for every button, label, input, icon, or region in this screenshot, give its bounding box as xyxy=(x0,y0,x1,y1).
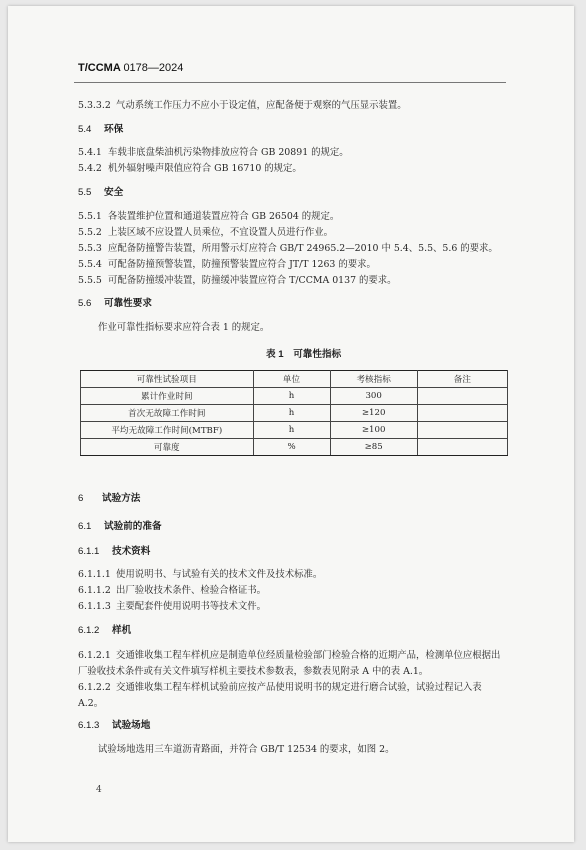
clause-5-5-5: 5.5.5 可配备防撞缓冲装置，防撞缓冲装置应符合 T/CCMA 0137 的要求。 xyxy=(78,275,397,286)
header-rule xyxy=(74,82,506,83)
table-cell: 可靠度 xyxy=(81,439,254,456)
table-1-caption: 表 1 可靠性指标 xyxy=(266,349,342,360)
clause-5-4-1: 5.4.1 车载非底盘柴油机污染物排放应符合 GB 20891 的规定。 xyxy=(78,147,349,158)
clause-6-1-1-3: 6.1.1.3 主要配套件使用说明书等技术文件。 xyxy=(78,601,267,612)
table-cell xyxy=(417,439,507,456)
heading-6-1-2: 6.1.2 样机 xyxy=(78,625,132,636)
table-row xyxy=(81,405,508,422)
heading-5-5: 5.5 安全 xyxy=(78,187,124,198)
table-cell xyxy=(417,405,507,422)
clause-5-5-1: 5.5.1 各装置维护位置和通道装置应符合 GB 26504 的规定。 xyxy=(78,211,340,222)
clause-5-5-2: 5.5.2 上装区域不应设置人员乘位，不宜设置人员进行作业。 xyxy=(78,227,334,238)
heading-6-1-3: 6.1.3 试验场地 xyxy=(78,720,151,731)
heading-6-1: 6.1 试验前的准备 xyxy=(78,521,162,532)
heading-6: 6 试验方法 xyxy=(78,493,141,504)
clause-6-1-1-1: 6.1.1.1 使用说明书、与试验有关的技术文件及技术标准。 xyxy=(78,569,323,580)
heading-5-6: 5.6 可靠性要求 xyxy=(78,298,152,309)
table-cell: % xyxy=(253,439,330,456)
clause-5-3-3-2: 5.3.3.2 气动系统工作压力不应小于设定值，应配备便于观察的气压显示装置。 xyxy=(78,100,407,111)
heading-5-4: 5.4 环保 xyxy=(78,124,124,135)
document-code xyxy=(78,62,183,74)
table-cell: ≥120 xyxy=(330,405,417,422)
table-cell: 累计作业时间 xyxy=(81,388,254,405)
table-header-cell: 考核指标 xyxy=(330,371,417,388)
table-cell: ≥100 xyxy=(330,422,417,439)
table-row xyxy=(81,422,508,439)
table-cell: 平均无故障工作时间(MTBF) xyxy=(81,422,254,439)
paragraph-5-6: 作业可靠性指标要求应符合表 1 的规定。 xyxy=(98,322,270,333)
clause-5-4-2: 5.4.2 机外辐射噪声限值应符合 GB 16710 的规定。 xyxy=(78,163,302,174)
clause-5-5-3: 5.5.3 应配备防撞警告装置，所用警示灯应符合 GB/T 24965.2—2010 中 5.4、5.5、5.6 的要求。 xyxy=(78,243,498,254)
table-header-cell: 备注 xyxy=(417,371,507,388)
table-row xyxy=(81,439,508,456)
table-row xyxy=(81,388,508,405)
table-header-cell: 单位 xyxy=(253,371,330,388)
clause-6-1-2-1: 6.1.2.1 交通锥收集工程车样机应是制造单位经质量检验部门检验合格的近期产品，检测单位应根据出厂验收技术条件或有关文件填写样机主要技术参数表，参数表见附录 A 中的表 A.1。 xyxy=(78,650,501,677)
clause-5-5-4: 5.5.4 可配备防撞预警装置，防撞预警装置应符合 JT/T 1263 的要求。 xyxy=(78,259,376,270)
table-cell xyxy=(417,388,507,405)
table-cell: h xyxy=(253,388,330,405)
table-cell: h xyxy=(253,422,330,439)
clause-6-1-1-2: 6.1.1.2 出厂验收技术条件、检验合格证书。 xyxy=(78,585,267,596)
table-cell xyxy=(417,422,507,439)
table-cell: h xyxy=(253,405,330,422)
reliability-table xyxy=(80,370,508,456)
standard-prefix: T/CCMA xyxy=(78,62,121,74)
table-cell: 300 xyxy=(330,388,417,405)
table-header-cell: 可靠性试验项目 xyxy=(81,371,254,388)
table-cell: ≥85 xyxy=(330,439,417,456)
page-number: 4 xyxy=(96,785,102,795)
table-header-row xyxy=(81,371,508,388)
paragraph-6-1-3: 试验场地选用三车道沥青路面，并符合 GB/T 12534 的要求，如图 2。 xyxy=(98,744,395,755)
standard-number: 0178—2024 xyxy=(123,62,184,74)
document-page xyxy=(8,6,574,842)
clause-6-1-2-2: 6.1.2.2 交通锥收集工程车样机试验前应按产品使用说明书的规定进行磨合试验，试验过程记入表 A.2。 xyxy=(78,682,482,709)
heading-6-1-1: 6.1.1 技术资料 xyxy=(78,546,151,557)
table-cell: 首次无故障工作时间 xyxy=(81,405,254,422)
